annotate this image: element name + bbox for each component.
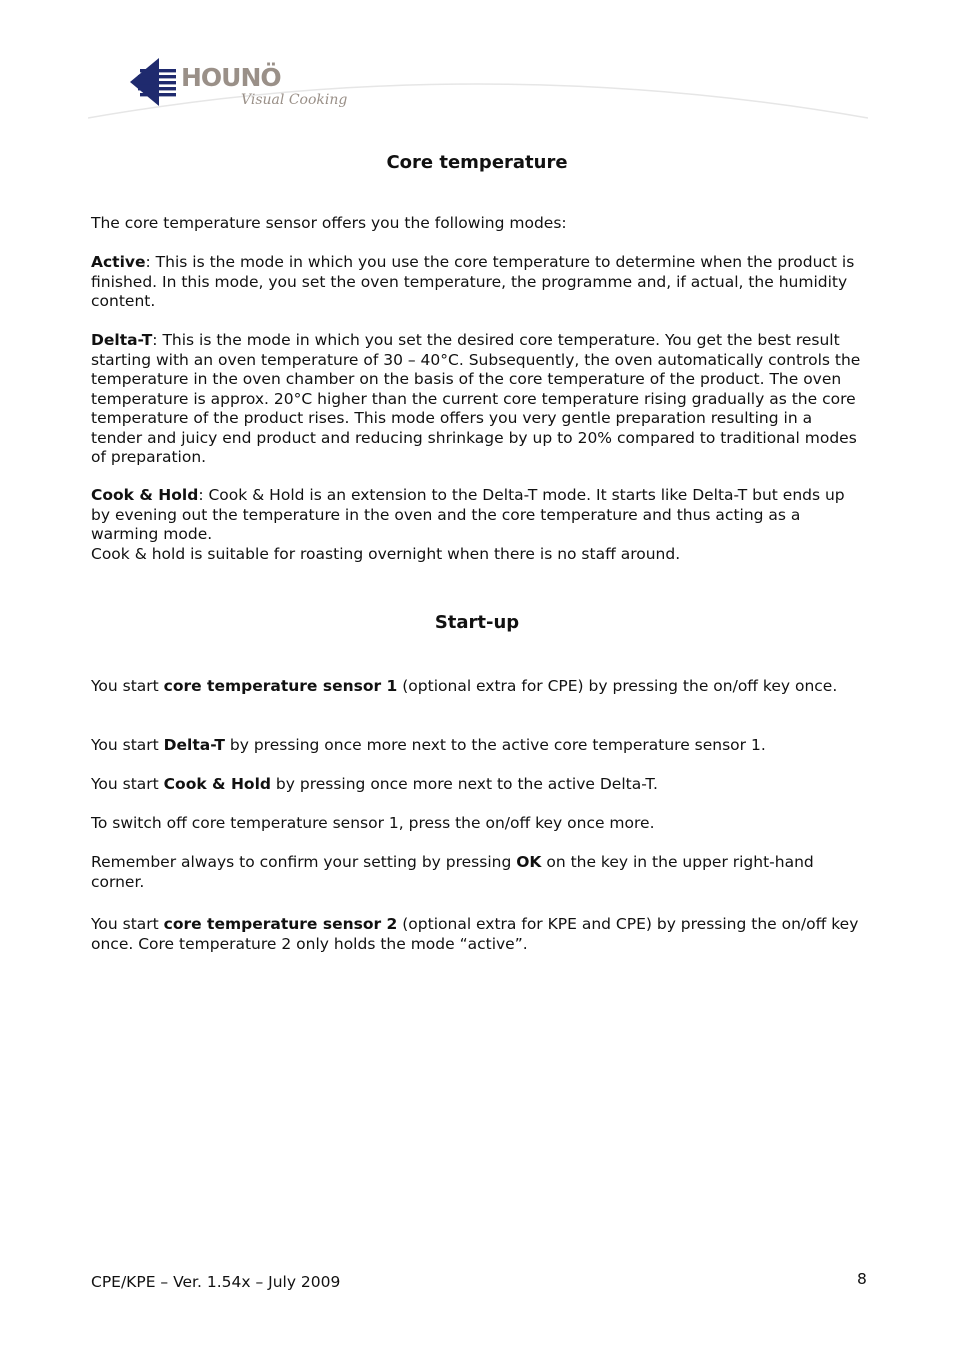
confirm-ok-paragraph: [91, 853, 866, 892]
page-number: 8: [857, 1270, 867, 1288]
startup-sensor2-paragraph: [91, 915, 866, 954]
delta-t-bold: Delta-T: [163, 736, 225, 754]
company-logo: [88, 55, 868, 125]
switch-off-paragraph: To switch off core temperature sensor 1, press the on/off key once more.: [91, 814, 655, 832]
startup-sensor1-paragraph: [91, 677, 866, 697]
delta-t-paragraph: [91, 331, 866, 468]
startup-delta-t-paragraph: [91, 736, 866, 756]
footer-version: CPE/KPE – Ver. 1.54x – July 2009: [91, 1273, 341, 1291]
text-run: (optional extra for CPE) by pressing the on/off key once.: [397, 677, 838, 695]
ok-bold: OK: [516, 853, 542, 871]
active-mode-paragraph: [91, 253, 866, 312]
text-run: You start: [91, 915, 164, 933]
cook-hold-bold: Cook & Hold: [163, 775, 271, 793]
intro-paragraph: The core temperature sensor offers you the following modes:: [91, 214, 567, 232]
startup-cook-hold-paragraph: [91, 775, 866, 795]
text-run: You start: [91, 775, 164, 793]
cook-hold-note: Cook & hold is suitable for roasting overnight when there is no staff around.: [91, 545, 681, 563]
delta-t-text: : This is the mode in which you set the desired core temperature. You get the best result starting with an oven temperature of 30 – 40°C. Subsequently, the oven automatically controls the temperature in the oven chamber on the basis of the core temperature of the product. The oven temperature is approx. 20°C higher than the current core temperature rising gradually as the core temperature of the product rises. This mode offers you very gentle preparation resulting in a tender and juicy end product and reducing shrinkage by up to 20% compared to traditional modes of preparation.: [91, 331, 861, 466]
text-run: on the key in the upper right-hand corner.: [91, 853, 814, 891]
sensor1-bold: core temperature sensor 1: [163, 677, 398, 695]
section-title-start-up: Start-up: [434, 612, 520, 633]
delta-t-label: Delta-T: [91, 331, 153, 349]
text-run: You start: [91, 736, 164, 754]
logo-wordmark: HOUNÖ: [181, 63, 281, 92]
cook-hold-paragraph: [91, 486, 866, 545]
active-mode-text: : This is the mode in which you use the core temperature to determine when the product is finished. In this mode, you set the oven temperature, the programme and, if actual, the humidity content.: [91, 253, 855, 310]
cook-hold-text: : Cook & Hold is an extension to the Delta-T mode. It starts like Delta-T but ends up by evening out the temperature in the oven and the core temperature and thus acting as a warming mode.: [91, 486, 845, 543]
active-mode-label: Active: [91, 253, 146, 271]
section-title-core-temperature: Core temperature: [386, 152, 568, 173]
text-run: You start: [91, 677, 164, 695]
text-run: by pressing once more next to the active core temperature sensor 1.: [224, 736, 766, 754]
sensor2-bold: core temperature sensor 2: [163, 915, 398, 933]
text-run: by pressing once more next to the active Delta-T.: [271, 775, 658, 793]
cook-hold-label: Cook & Hold: [91, 486, 199, 504]
text-run: Remember always to confirm your setting by pressing: [91, 853, 517, 871]
text-run: (optional extra for KPE and CPE) by pressing the on/off key once. Core temperature 2 only holds the mode “active”.: [91, 915, 859, 953]
logo-tagline: Visual Cooking: [241, 92, 348, 108]
